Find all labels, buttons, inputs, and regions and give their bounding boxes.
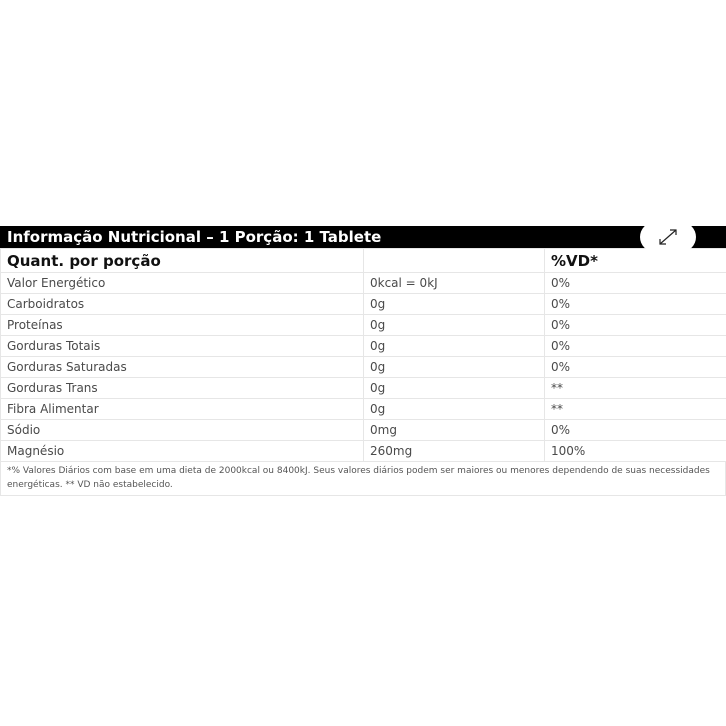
header-amount xyxy=(364,249,545,273)
header-vd: %VD* xyxy=(545,249,726,273)
nutrient-vd: ** xyxy=(545,399,726,420)
nutrient-vd: 0% xyxy=(545,294,726,315)
table-row xyxy=(1,420,726,441)
nutrition-table xyxy=(0,226,726,496)
nutrient-amount: 0g xyxy=(364,357,545,378)
table-row xyxy=(1,399,726,420)
nutrient-name: Gorduras Trans xyxy=(1,378,364,399)
nutrient-amount: 0g xyxy=(364,399,545,420)
nutrient-amount: 0kcal = 0kJ xyxy=(364,273,545,294)
nutrient-vd: 0% xyxy=(545,315,726,336)
expand-arrows-icon xyxy=(655,226,681,248)
table-row xyxy=(1,336,726,357)
nutrient-name: Gorduras Saturadas xyxy=(1,357,364,378)
nutrition-grid xyxy=(0,248,726,462)
nutrient-amount: 0g xyxy=(364,336,545,357)
table-title-bar xyxy=(0,226,726,248)
table-row xyxy=(1,315,726,336)
nutrient-amount: 260mg xyxy=(364,441,545,462)
nutrient-name: Proteínas xyxy=(1,315,364,336)
table-row xyxy=(1,441,726,462)
nutrient-vd: ** xyxy=(545,378,726,399)
table-header-row xyxy=(1,249,726,273)
table-row xyxy=(1,357,726,378)
nutrient-name: Gorduras Totais xyxy=(1,336,364,357)
table-row xyxy=(1,273,726,294)
header-quantity: Quant. por porção xyxy=(1,249,364,273)
nutrient-amount: 0g xyxy=(364,378,545,399)
table-title: Informação Nutricional – 1 Porção: 1 Tablete xyxy=(7,228,382,246)
nutrient-amount: 0g xyxy=(364,294,545,315)
nutrient-name: Fibra Alimentar xyxy=(1,399,364,420)
nutrient-vd: 0% xyxy=(545,273,726,294)
nutrient-vd: 0% xyxy=(545,336,726,357)
nutrient-vd: 0% xyxy=(545,420,726,441)
footnote: *% Valores Diários com base em uma dieta de 2000kcal ou 8400kJ. Seus valores diários podem ser maiores ou menores dependendo de suas necessidades energéticas. ** VD não estabelecido. xyxy=(0,462,726,496)
nutrient-amount: 0mg xyxy=(364,420,545,441)
nutrient-vd: 100% xyxy=(545,441,726,462)
table-row xyxy=(1,294,726,315)
nutrient-name: Magnésio xyxy=(1,441,364,462)
nutrient-name: Sódio xyxy=(1,420,364,441)
nutrient-name: Carboidratos xyxy=(1,294,364,315)
nutrient-vd: 0% xyxy=(545,357,726,378)
nutrient-name: Valor Energético xyxy=(1,273,364,294)
table-row xyxy=(1,378,726,399)
nutrient-amount: 0g xyxy=(364,315,545,336)
expand-button[interactable] xyxy=(640,222,696,252)
